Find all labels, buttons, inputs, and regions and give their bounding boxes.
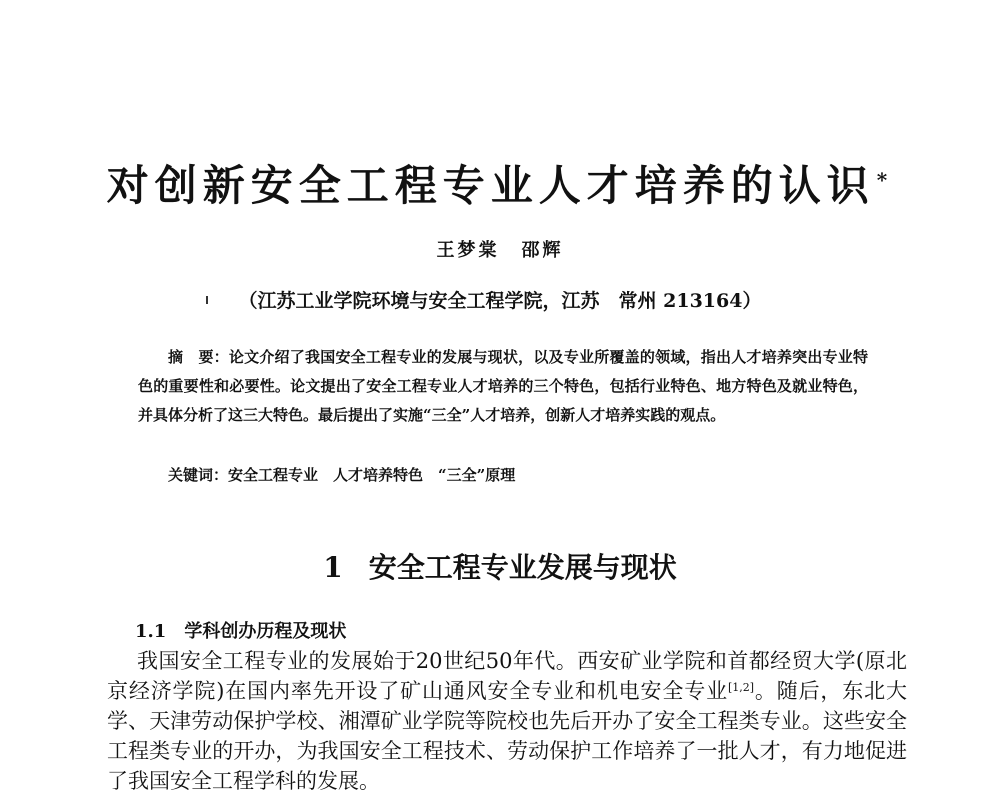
author-list [0, 238, 1000, 264]
author-affiliation: （江苏工业学院环境与安全工程学院，江苏 常州 213164） [238, 290, 762, 312]
keywords-label: 关键词： [168, 466, 229, 484]
paper-title-text: 对创新安全工程专业人才培养的认识 [106, 161, 875, 210]
body-paragraph [107, 646, 907, 796]
keywords-text: 安全工程专业 人才培养特色 “三全”原理 [228, 466, 516, 484]
section-title: 安全工程专业发展与现状 [368, 551, 677, 584]
section-heading [0, 546, 1000, 590]
section-number: 1 [323, 551, 343, 584]
citation-ref: [1,2] [727, 681, 755, 694]
body-text-part: 我国安全工程专业的发展始于20世纪50年代。西安矿业学院和首都经贸大学(原北京经济学院)在国内率先开设了矿山通风安全专业和机电安全专业 [107, 649, 907, 703]
paper-title [0, 158, 1000, 214]
abstract-label: 摘 要： [168, 348, 229, 366]
body-text-part: 。随后，东北大学、天津劳动保护学校、湘潭矿业学院等院校也先后开办了安全工程类专业。这些安全工程类专业的开办，为我国安全工程技术、劳动保护工作培养了一批人才，有力地促进了我国安全工程学科的发展。 [107, 679, 907, 793]
author-name: 邵辉 [521, 240, 564, 261]
subsection-number: 1.1 [135, 621, 167, 642]
author-name: 王梦棠 [436, 240, 500, 261]
title-footnote-mark: * [876, 168, 894, 192]
keywords-line [168, 461, 868, 490]
subsection-heading [135, 618, 346, 646]
abstract-paragraph [138, 343, 868, 430]
subsection-title: 学科创办历程及现状 [184, 621, 347, 642]
abstract-text: 论文介绍了我国安全工程专业的发展与现状，以及专业所覆盖的领域，指出人才培养突出专业特色的重要性和必要性。论文提出了安全工程专业人才培养的三个特色，包括行业特色、地方特色及就业特色，并具体分析了这三大特色。最后提出了实施“三全”人才培养，创新人才培养实践的观点。 [138, 348, 868, 424]
